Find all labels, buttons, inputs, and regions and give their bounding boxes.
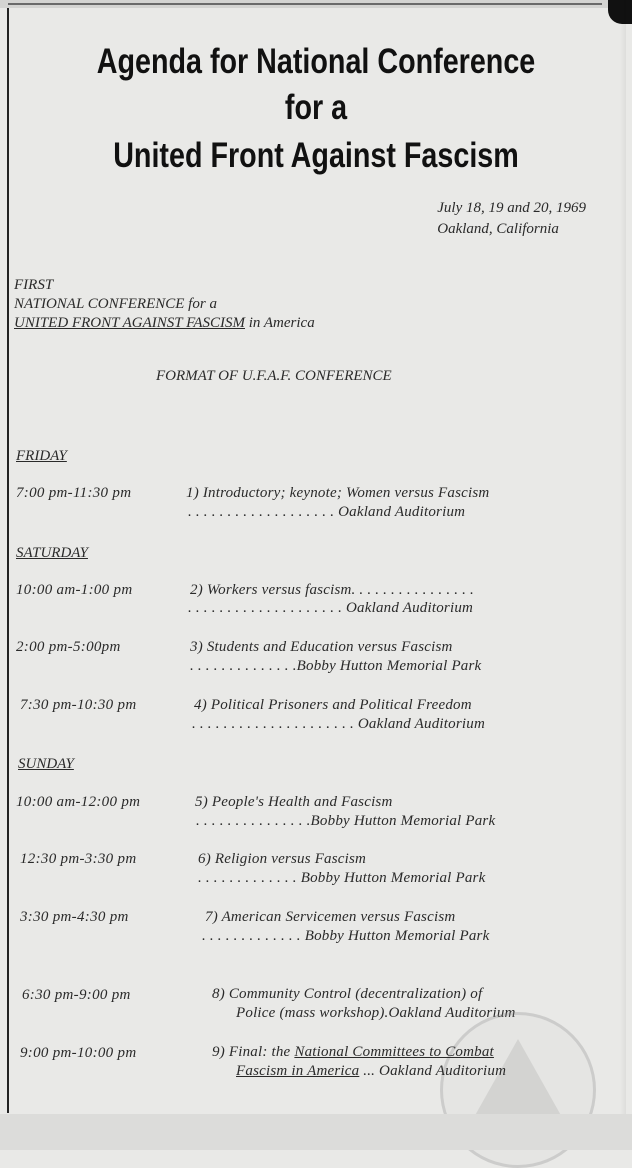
bottom-edge <box>0 1114 632 1150</box>
session-time: 10:00 am-1:00 pm <box>16 582 133 598</box>
session-title-underlined: National Committees to Combat <box>294 1044 494 1060</box>
location-line: Oakland, California <box>437 221 559 237</box>
session-location: . . . . . . . . . . . . . . . . . . . . Oakland Auditorium <box>188 600 474 616</box>
session-location: . . . . . . . . . . . . . . . . . . . . . Oakland Auditorium <box>192 716 485 732</box>
session-location: . . . . . . . . . . . . . . . . . . . Oakland Auditorium <box>188 504 466 520</box>
session-title: 8) Community Control (decentralization) of <box>212 986 483 1002</box>
day-heading-friday: FRIDAY <box>16 448 67 464</box>
session-title: 1) Introductory; keynote; Women versus Fascism <box>186 485 490 501</box>
title-line-2: for a <box>284 88 348 127</box>
session-time: 6:30 pm-9:00 pm <box>22 987 131 1003</box>
session-time: 2:00 pm-5:00pm <box>16 639 121 655</box>
session-location <box>236 1064 506 1079</box>
intro-first: FIRST <box>14 277 54 293</box>
intro-ufaf-rest: in America <box>245 315 315 331</box>
session-location: . . . . . . . . . . . . . .Bobby Hutton Memorial Park <box>190 658 482 674</box>
left-border-rule <box>7 8 9 1113</box>
session-title: 3) Students and Education versus Fascism <box>190 639 453 655</box>
intro-ufaf <box>14 316 315 331</box>
session-location: . . . . . . . . . . . . . . .Bobby Hutton Memorial Park <box>196 813 496 829</box>
session-time: 9:00 pm-10:00 pm <box>20 1045 137 1061</box>
day-heading-saturday: SATURDAY <box>16 545 88 561</box>
session-location: . . . . . . . . . . . . . Bobby Hutton Memorial Park <box>198 870 486 886</box>
dates-line: July 18, 19 and 20, 1969 <box>437 200 586 216</box>
session-time: 7:30 pm-10:30 pm <box>20 697 137 713</box>
session-location-rest: ... Oakland Auditorium <box>359 1063 507 1079</box>
day-heading-sunday: SUNDAY <box>18 756 74 772</box>
session-location: . . . . . . . . . . . . . Bobby Hutton Memorial Park <box>202 928 490 944</box>
session-title: 2) Workers versus fascism. . . . . . . . . . . . . . . . <box>190 582 474 598</box>
session-title: 4) Political Prisoners and Political Freedom <box>194 697 472 713</box>
session-title: 5) People's Health and Fascism <box>195 794 393 810</box>
page-crease <box>620 0 626 1150</box>
session-title <box>212 1045 494 1060</box>
format-heading: FORMAT OF U.F.A.F. CONFERENCE <box>156 368 392 384</box>
session-time: 3:30 pm-4:30 pm <box>20 909 129 925</box>
intro-ufaf-underlined: UNITED FRONT AGAINST FASCISM <box>14 315 245 331</box>
session-title: 6) Religion versus Fascism <box>198 851 367 867</box>
top-band <box>0 0 632 8</box>
session-time: 12:30 pm-3:30 pm <box>20 851 137 867</box>
session-time: 10:00 am-12:00 pm <box>16 794 141 810</box>
session-location: Police (mass workshop).Oakland Auditorium <box>236 1005 516 1021</box>
title-line-1: Agenda for National Conference <box>96 42 536 81</box>
session-location-underlined: Fascism in America <box>236 1063 360 1079</box>
session-title-prefix: 9) Final: the <box>212 1044 295 1060</box>
title-line-3: United Front Against Fascism <box>113 136 519 175</box>
top-rule <box>8 3 602 5</box>
session-title: 7) American Servicemen versus Fascism <box>205 909 456 925</box>
conference-dates <box>437 198 586 240</box>
intro-conference: NATIONAL CONFERENCE for a <box>14 296 217 312</box>
session-time: 7:00 pm-11:30 pm <box>16 485 132 501</box>
